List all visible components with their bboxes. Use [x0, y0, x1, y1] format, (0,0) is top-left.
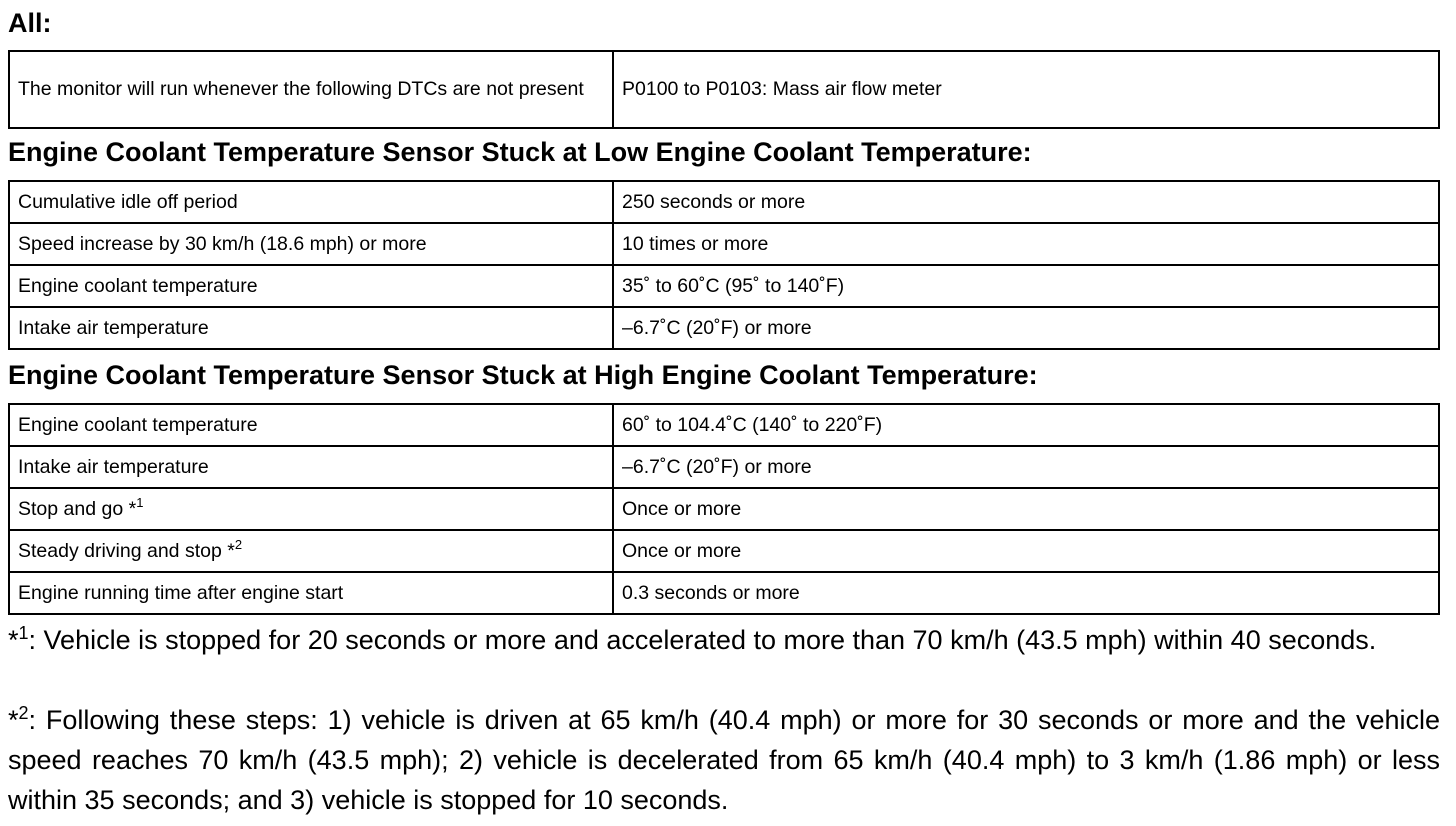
- footnote-ref: 1: [136, 494, 144, 510]
- table-high-ect: [8, 403, 1440, 615]
- row-label: Engine coolant temperature: [9, 265, 613, 307]
- row-value: 250 seconds or more: [613, 181, 1439, 223]
- row-label: Intake air temperature: [9, 446, 613, 488]
- table-row: [9, 51, 1439, 128]
- section-heading-low-ect: Engine Coolant Temperature Sensor Stuck at Low Engine Coolant Temperature:: [8, 137, 1032, 167]
- table-row: [9, 265, 1439, 307]
- table-row: [9, 181, 1439, 223]
- row-value: –6.7˚C (20˚F) or more: [613, 307, 1439, 349]
- row-value: P0100 to P0103: Mass air flow meter: [613, 51, 1439, 128]
- footnote-text: : Following these steps: 1) vehicle is driven at 65 km/h (40.4 mph) or more for 30 seconds or more and the vehicle speed reaches 70 km/h (43.5 mph); 2) vehicle is decelerated from 65 km/h (40.4 mph) to 3 km/h (1.86 mph) or less within 35 seconds; and 3) vehicle is stopped for 10 seconds.: [8, 705, 1440, 815]
- table-row: [9, 404, 1439, 446]
- footnote-ref: 2: [234, 536, 243, 552]
- row-label: Engine running time after engine start: [9, 572, 613, 614]
- row-value: 35˚ to 60˚C (95˚ to 140˚F): [613, 265, 1439, 307]
- footnote-text: : Vehicle is stopped for 20 seconds or more and accelerated to more than 70 km/h (43.5 mph) within 40 seconds.: [28, 625, 1377, 655]
- table-row: [9, 572, 1439, 614]
- footnote-number: 2: [18, 703, 29, 723]
- footnote-mark: *: [8, 625, 19, 655]
- row-value: 60˚ to 104.4˚C (140˚ to 220˚F): [613, 404, 1439, 446]
- footnote-number: 1: [18, 623, 29, 643]
- row-label: Steady driving and stop *: [18, 539, 235, 562]
- row-label: Cumulative idle off period: [9, 181, 613, 223]
- row-label: Stop and go *: [18, 497, 137, 520]
- row-value: Once or more: [613, 530, 1439, 572]
- row-label: Speed increase by 30 km/h (18.6 mph) or more: [9, 223, 613, 265]
- row-label: Engine coolant temperature: [9, 404, 613, 446]
- section-heading-high-ect: Engine Coolant Temperature Sensor Stuck at High Engine Coolant Temperature:: [8, 360, 1038, 390]
- footnote-1: [8, 620, 1440, 660]
- row-value: 10 times or more: [613, 223, 1439, 265]
- table-low-ect: [8, 180, 1440, 350]
- footnote-2: [8, 700, 1440, 820]
- row-value: Once or more: [613, 488, 1439, 530]
- row-label: The monitor will run whenever the following DTCs are not present: [9, 51, 613, 128]
- row-value: 0.3 seconds or more: [613, 572, 1439, 614]
- row-label-cell: [9, 530, 613, 572]
- footnote-mark: *: [8, 705, 19, 735]
- row-label: Intake air temperature: [9, 307, 613, 349]
- table-row: [9, 446, 1439, 488]
- table-all: [8, 50, 1440, 129]
- section-heading-all: All:: [8, 8, 52, 38]
- row-value: –6.7˚C (20˚F) or more: [613, 446, 1439, 488]
- row-label-cell: [9, 488, 613, 530]
- table-row: [9, 488, 1439, 530]
- table-row: [9, 223, 1439, 265]
- table-row: [9, 307, 1439, 349]
- table-row: [9, 530, 1439, 572]
